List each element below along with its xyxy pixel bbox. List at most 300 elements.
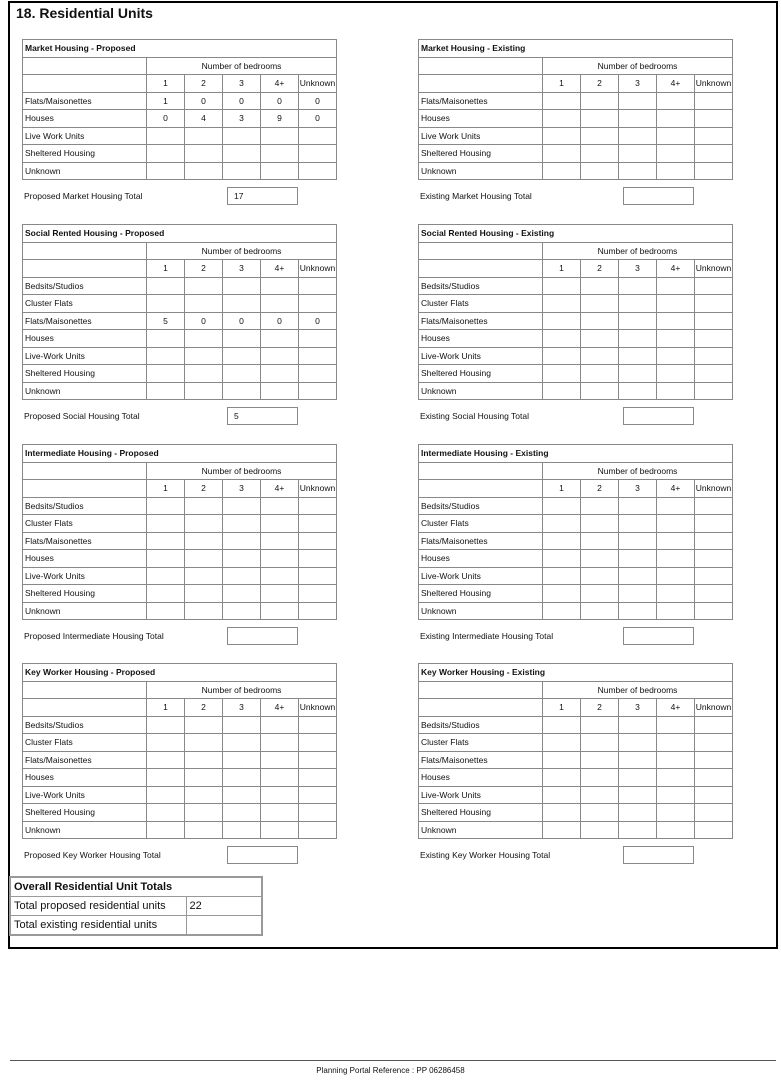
unit-count-cell[interactable] [657,821,695,839]
unit-count-cell[interactable] [299,716,337,734]
unit-count-cell[interactable]: 0 [299,312,337,330]
market-housing-proposed-total-field[interactable]: 17 [227,187,298,205]
unit-count-cell[interactable]: 0 [223,92,261,110]
unit-count-cell[interactable] [185,127,223,145]
bedroom-column-header: 1 [543,260,581,278]
social-rented-housing-existing-table [418,224,733,400]
unit-count-cell[interactable] [261,821,299,839]
unit-count-cell[interactable] [581,786,619,804]
unit-count-cell[interactable] [299,602,337,620]
unit-count-cell[interactable] [543,786,581,804]
unit-count-cell[interactable] [619,330,657,348]
table-row [419,602,733,620]
unit-count-cell[interactable] [695,145,733,163]
unit-count-cell[interactable] [657,532,695,550]
unit-count-cell[interactable] [657,92,695,110]
table-row [23,585,337,603]
unit-count-cell[interactable] [543,295,581,313]
unit-count-cell[interactable] [695,365,733,383]
unit-count-cell[interactable] [657,127,695,145]
unit-count-cell[interactable] [223,804,261,822]
unit-count-cell[interactable] [619,515,657,533]
unit-count-cell[interactable] [185,734,223,752]
unit-count-cell[interactable] [581,312,619,330]
unit-count-cell[interactable] [619,295,657,313]
unit-count-cell[interactable] [147,295,185,313]
unit-count-cell[interactable] [619,497,657,515]
unit-count-cell[interactable] [223,585,261,603]
unit-count-cell[interactable] [695,821,733,839]
unit-count-cell[interactable] [695,347,733,365]
unit-count-cell[interactable] [147,532,185,550]
unit-count-cell[interactable] [695,277,733,295]
unit-count-cell[interactable] [299,532,337,550]
unit-count-cell[interactable] [261,382,299,400]
unit-count-cell[interactable] [261,532,299,550]
unit-count-cell[interactable] [657,365,695,383]
unit-count-cell[interactable] [299,515,337,533]
unit-count-cell[interactable] [185,145,223,163]
unit-count-cell[interactable] [299,497,337,515]
unit-count-cell[interactable] [299,804,337,822]
unit-count-cell[interactable] [657,515,695,533]
unit-count-cell[interactable]: 0 [185,312,223,330]
unit-count-cell[interactable] [223,295,261,313]
intermediate-housing-proposed-total-field[interactable] [227,627,298,645]
unit-count-cell[interactable] [619,804,657,822]
unit-count-cell[interactable] [619,347,657,365]
unit-count-cell[interactable] [299,567,337,585]
row-label: Sheltered Housing [23,585,147,603]
unit-count-cell[interactable] [261,347,299,365]
unit-count-cell[interactable] [657,751,695,769]
market-housing-existing-total-label: Existing Market Housing Total [420,191,532,201]
unit-count-cell[interactable] [185,716,223,734]
unit-count-cell[interactable] [657,277,695,295]
market-housing-proposed-table [22,39,337,180]
unit-count-cell[interactable] [581,382,619,400]
unit-count-cell[interactable] [695,769,733,787]
unit-count-cell[interactable] [223,382,261,400]
unit-count-cell[interactable] [695,550,733,568]
bedroom-column-header: 3 [619,260,657,278]
header-blank [23,75,147,93]
unit-count-cell[interactable] [185,821,223,839]
unit-count-cell[interactable] [261,295,299,313]
key-worker-housing-existing-total-field[interactable] [623,846,694,864]
unit-count-cell[interactable] [695,497,733,515]
unit-count-cell[interactable] [223,330,261,348]
table-row [419,145,733,163]
unit-count-cell[interactable] [581,365,619,383]
row-label: Live-Work Units [23,786,147,804]
unit-count-cell[interactable] [695,602,733,620]
unit-count-cell[interactable]: 4 [185,110,223,128]
unit-count-cell[interactable] [147,347,185,365]
unit-count-cell[interactable] [581,127,619,145]
unit-count-cell[interactable] [223,515,261,533]
unit-count-cell[interactable] [223,365,261,383]
unit-count-cell[interactable] [619,92,657,110]
unit-count-cell[interactable] [299,347,337,365]
unit-count-cell[interactable] [185,515,223,533]
unit-count-cell[interactable] [147,515,185,533]
unit-count-cell[interactable] [543,515,581,533]
unit-count-cell[interactable] [299,162,337,180]
unit-count-cell[interactable] [657,602,695,620]
row-label: Houses [419,769,543,787]
unit-count-cell[interactable] [543,145,581,163]
unit-count-cell[interactable] [619,532,657,550]
unit-count-cell[interactable] [695,515,733,533]
unit-count-cell[interactable] [299,786,337,804]
unit-count-cell[interactable] [147,127,185,145]
bedroom-column-header: 1 [147,260,185,278]
unit-count-cell[interactable] [261,145,299,163]
unit-count-cell[interactable] [543,821,581,839]
unit-count-cell[interactable] [695,567,733,585]
intermediate-housing-existing-total-field[interactable] [623,627,694,645]
unit-count-cell[interactable] [223,127,261,145]
unit-count-cell[interactable] [695,734,733,752]
unit-count-cell[interactable] [147,567,185,585]
unit-count-cell[interactable] [147,602,185,620]
unit-count-cell[interactable] [619,602,657,620]
unit-count-cell[interactable] [657,734,695,752]
unit-count-cell[interactable] [147,330,185,348]
unit-count-cell[interactable] [581,110,619,128]
unit-count-cell[interactable] [223,821,261,839]
unit-count-cell[interactable] [695,110,733,128]
unit-count-cell[interactable]: 1 [147,92,185,110]
unit-count-cell[interactable] [147,734,185,752]
key-worker-housing-proposed-total-field[interactable] [227,846,298,864]
unit-count-cell[interactable] [147,804,185,822]
unit-count-cell[interactable] [657,145,695,163]
unit-count-cell[interactable] [695,162,733,180]
unit-count-cell[interactable] [185,497,223,515]
unit-count-cell[interactable] [223,532,261,550]
unit-count-cell[interactable] [543,734,581,752]
unit-count-cell[interactable] [185,769,223,787]
unit-count-cell[interactable] [261,365,299,383]
unit-count-cell[interactable] [657,567,695,585]
unit-count-cell[interactable] [543,716,581,734]
unit-count-cell[interactable] [619,567,657,585]
unit-count-cell[interactable] [657,804,695,822]
unit-count-cell[interactable] [657,550,695,568]
unit-count-cell[interactable]: 0 [299,110,337,128]
unit-count-cell[interactable]: 9 [261,110,299,128]
unit-count-cell[interactable] [657,162,695,180]
social-rented-housing-existing-total-field[interactable] [623,407,694,425]
unit-count-cell[interactable] [543,497,581,515]
unit-count-cell[interactable] [581,532,619,550]
bedroom-column-header: 2 [185,75,223,93]
unit-count-cell[interactable] [581,716,619,734]
market-housing-existing-total-field[interactable] [623,187,694,205]
unit-count-cell[interactable] [261,751,299,769]
unit-count-cell[interactable] [657,497,695,515]
unit-count-cell[interactable] [543,127,581,145]
unit-count-cell[interactable] [299,295,337,313]
unit-count-cell[interactable] [543,585,581,603]
unit-count-cell[interactable] [185,347,223,365]
unit-count-cell[interactable] [581,804,619,822]
total-existing-value[interactable] [186,916,262,936]
unit-count-cell[interactable] [261,550,299,568]
unit-count-cell[interactable] [543,532,581,550]
unit-count-cell[interactable] [657,382,695,400]
unit-count-cell[interactable] [299,550,337,568]
unit-count-cell[interactable] [223,716,261,734]
unit-count-cell[interactable] [147,550,185,568]
unit-count-cell[interactable] [261,585,299,603]
unit-count-cell[interactable] [185,804,223,822]
unit-count-cell[interactable] [147,365,185,383]
unit-count-cell[interactable] [147,769,185,787]
unit-count-cell[interactable] [185,602,223,620]
unit-count-cell[interactable] [657,716,695,734]
unit-count-cell[interactable] [261,804,299,822]
unit-count-cell[interactable] [147,716,185,734]
unit-count-cell[interactable] [619,162,657,180]
unit-count-cell[interactable] [185,382,223,400]
unit-count-cell[interactable]: 0 [147,110,185,128]
unit-count-cell[interactable] [543,110,581,128]
unit-count-cell[interactable] [147,821,185,839]
unit-count-cell[interactable] [581,567,619,585]
unit-count-cell[interactable] [619,550,657,568]
unit-count-cell[interactable] [223,786,261,804]
unit-count-cell[interactable] [581,515,619,533]
unit-count-cell[interactable] [147,497,185,515]
row-label: Houses [23,769,147,787]
bedroom-column-header: 3 [223,699,261,717]
table-row [419,786,733,804]
unit-count-cell[interactable] [299,821,337,839]
unit-count-cell[interactable] [261,786,299,804]
unit-count-cell[interactable] [619,751,657,769]
unit-count-cell[interactable] [581,585,619,603]
unit-count-cell[interactable] [695,804,733,822]
unit-count-cell[interactable] [543,751,581,769]
unit-count-cell[interactable] [581,751,619,769]
unit-count-cell[interactable] [695,716,733,734]
unit-count-cell[interactable] [657,312,695,330]
unit-count-cell[interactable] [695,330,733,348]
unit-count-cell[interactable] [543,330,581,348]
unit-count-cell[interactable]: 5 [147,312,185,330]
unit-count-cell[interactable] [581,92,619,110]
unit-count-cell[interactable] [695,295,733,313]
unit-count-cell[interactable] [147,162,185,180]
unit-count-cell[interactable] [299,769,337,787]
unit-count-cell[interactable] [223,602,261,620]
unit-count-cell[interactable] [581,347,619,365]
unit-count-cell[interactable] [657,769,695,787]
table-row [23,162,337,180]
table-row [23,330,337,348]
unit-count-cell[interactable] [619,821,657,839]
bedroom-column-header: Unknown [299,260,337,278]
unit-count-cell[interactable] [543,312,581,330]
unit-count-cell[interactable] [543,382,581,400]
unit-count-cell[interactable] [543,567,581,585]
unit-count-cell[interactable] [619,127,657,145]
unit-count-cell[interactable] [543,804,581,822]
unit-count-cell[interactable] [185,751,223,769]
unit-count-cell[interactable] [223,347,261,365]
unit-count-cell[interactable] [581,602,619,620]
unit-count-cell[interactable] [543,347,581,365]
unit-count-cell[interactable] [185,567,223,585]
unit-count-cell[interactable] [581,821,619,839]
unit-count-cell[interactable] [695,382,733,400]
unit-count-cell[interactable] [619,734,657,752]
unit-count-cell[interactable] [695,127,733,145]
unit-count-cell[interactable] [185,330,223,348]
unit-count-cell[interactable] [657,330,695,348]
unit-count-cell[interactable] [581,145,619,163]
unit-count-cell[interactable] [657,295,695,313]
unit-count-cell[interactable] [581,330,619,348]
unit-count-cell[interactable] [619,769,657,787]
unit-count-cell[interactable] [261,515,299,533]
unit-count-cell[interactable] [695,585,733,603]
unit-count-cell[interactable] [261,734,299,752]
unit-count-cell[interactable] [147,277,185,295]
unit-count-cell[interactable] [619,786,657,804]
total-proposed-label: Total proposed residential units [10,897,186,916]
unit-count-cell[interactable] [261,330,299,348]
unit-count-cell[interactable]: 0 [261,92,299,110]
unit-count-cell[interactable] [543,769,581,787]
unit-count-cell[interactable] [223,550,261,568]
unit-count-cell[interactable]: 0 [185,92,223,110]
unit-count-cell[interactable] [695,532,733,550]
unit-count-cell[interactable] [619,716,657,734]
unit-count-cell[interactable] [543,602,581,620]
table-row [23,295,337,313]
row-label: Flats/Maisonettes [23,532,147,550]
unit-count-cell[interactable] [619,312,657,330]
row-label: Sheltered Housing [419,585,543,603]
unit-count-cell[interactable] [657,585,695,603]
unit-count-cell[interactable] [619,110,657,128]
unit-count-cell[interactable] [581,769,619,787]
unit-count-cell[interactable] [223,277,261,295]
unit-count-cell[interactable] [261,127,299,145]
unit-count-cell[interactable] [657,786,695,804]
unit-count-cell[interactable] [261,277,299,295]
unit-count-cell[interactable] [147,585,185,603]
unit-count-cell[interactable] [695,92,733,110]
bedroom-column-header: Unknown [695,699,733,717]
unit-count-cell[interactable] [543,162,581,180]
unit-count-cell[interactable] [695,751,733,769]
unit-count-cell[interactable] [147,751,185,769]
unit-count-cell[interactable] [299,365,337,383]
unit-count-cell[interactable] [695,786,733,804]
unit-count-cell[interactable] [619,382,657,400]
unit-count-cell[interactable] [185,550,223,568]
unit-count-cell[interactable] [581,550,619,568]
unit-count-cell[interactable] [299,330,337,348]
unit-count-cell[interactable] [581,295,619,313]
unit-count-cell[interactable] [185,162,223,180]
unit-count-cell[interactable] [223,145,261,163]
unit-count-cell[interactable] [543,277,581,295]
unit-count-cell[interactable] [581,162,619,180]
unit-count-cell[interactable] [261,162,299,180]
unit-count-cell[interactable]: 3 [223,110,261,128]
unit-count-cell[interactable] [619,145,657,163]
unit-count-cell[interactable] [581,497,619,515]
unit-count-cell[interactable]: 0 [223,312,261,330]
unit-count-cell[interactable] [581,734,619,752]
unit-count-cell[interactable]: 0 [299,92,337,110]
unit-count-cell[interactable] [223,751,261,769]
unit-count-cell[interactable] [299,751,337,769]
social-rented-housing-proposed-total-field[interactable]: 5 [227,407,298,425]
unit-count-cell[interactable] [299,585,337,603]
unit-count-cell[interactable] [261,497,299,515]
unit-count-cell[interactable] [261,567,299,585]
unit-count-cell[interactable] [185,295,223,313]
unit-count-cell[interactable] [657,110,695,128]
bedroom-column-header: 3 [619,480,657,498]
unit-count-cell[interactable] [147,786,185,804]
unit-count-cell[interactable] [657,347,695,365]
unit-count-cell[interactable] [185,277,223,295]
unit-count-cell[interactable] [299,127,337,145]
unit-count-cell[interactable] [261,769,299,787]
unit-count-cell[interactable] [299,145,337,163]
unit-count-cell[interactable] [261,716,299,734]
unit-count-cell[interactable] [619,585,657,603]
unit-count-cell[interactable] [223,567,261,585]
unit-count-cell[interactable] [543,92,581,110]
unit-count-cell[interactable] [147,145,185,163]
unit-count-cell[interactable] [619,277,657,295]
table-row [23,127,337,145]
unit-count-cell[interactable] [299,277,337,295]
unit-count-cell[interactable] [543,365,581,383]
row-label: Flats/Maisonettes [419,92,543,110]
unit-count-cell[interactable] [185,532,223,550]
unit-count-cell[interactable] [299,382,337,400]
unit-count-cell[interactable] [185,365,223,383]
unit-count-cell[interactable]: 0 [261,312,299,330]
table-row [419,532,733,550]
total-proposed-value[interactable]: 22 [186,897,262,916]
unit-count-cell[interactable] [695,312,733,330]
header-blank [419,699,543,717]
unit-count-cell[interactable] [581,277,619,295]
unit-count-cell[interactable] [185,585,223,603]
unit-count-cell[interactable] [299,734,337,752]
unit-count-cell[interactable] [223,769,261,787]
unit-count-cell[interactable] [543,550,581,568]
unit-count-cell[interactable] [223,162,261,180]
unit-count-cell[interactable] [261,602,299,620]
unit-count-cell[interactable] [185,786,223,804]
unit-count-cell[interactable] [147,382,185,400]
unit-count-cell[interactable] [223,734,261,752]
unit-count-cell[interactable] [619,365,657,383]
unit-count-cell[interactable] [223,497,261,515]
